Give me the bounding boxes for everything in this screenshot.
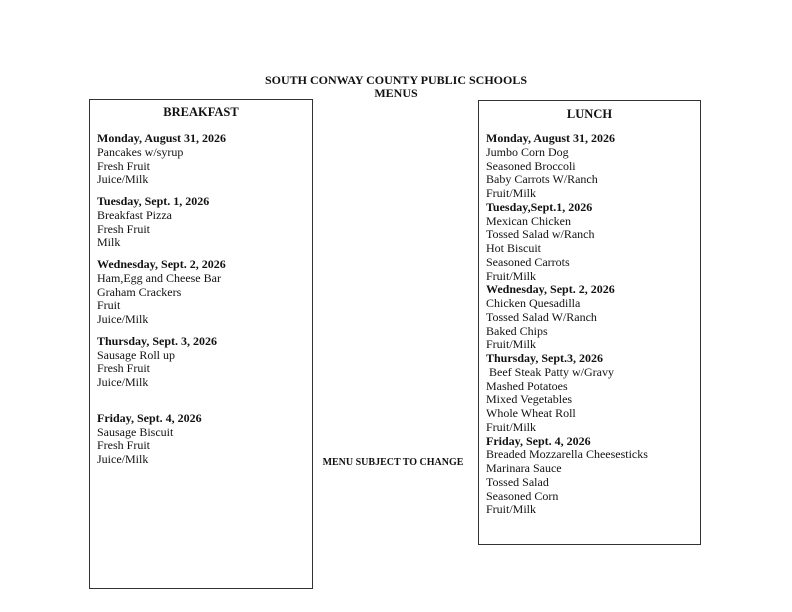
breakfast-heading: BREAKFAST — [163, 105, 239, 119]
menu-change-note: MENU SUBJECT TO CHANGE — [322, 457, 464, 468]
menu-item: Sausage Biscuit — [97, 424, 174, 439]
day-heading: Wednesday, Sept. 2, 2026 — [97, 257, 226, 271]
menu-item: Fruit/Milk — [486, 268, 537, 283]
lunch-day-friday — [486, 435, 700, 518]
day-heading: Friday, Sept. 4, 2026 — [97, 410, 202, 425]
menu-item: Seasoned Carrots — [486, 254, 570, 269]
menu-item: Fresh Fruit — [97, 361, 151, 376]
lunch-day-thursday — [486, 352, 700, 435]
menu-item: Juice/Milk — [97, 375, 149, 389]
menu-item: Sausage Roll up — [97, 347, 175, 362]
day-heading: Monday, August 31, 2026 — [486, 131, 616, 145]
menu-item: Baby Carrots W/Ranch — [486, 172, 598, 187]
menu-item: Juice/Milk — [97, 452, 149, 466]
page-subtitle: MENUS — [374, 86, 418, 100]
menu-item: Milk — [97, 235, 121, 250]
menu-item: Ham,Egg and Cheese Bar — [97, 270, 221, 285]
menu-item: Fruit/Milk — [486, 419, 537, 434]
menu-item: Juice/Milk — [97, 312, 149, 326]
menu-item: Fresh Fruit — [97, 158, 151, 173]
menu-item: Juice/Milk — [97, 172, 149, 187]
menu-item: Mexican Chicken — [486, 213, 571, 228]
menu-item: Jumbo Corn Dog — [486, 144, 569, 159]
breakfast-panel — [89, 99, 313, 589]
menu-item: Breaded Mozzarella Cheesesticks — [486, 447, 648, 462]
breakfast-day-wednesday — [97, 258, 312, 327]
lunch-heading: LUNCH — [566, 107, 613, 121]
day-heading: Tuesday, Sept. 1, 2026 — [97, 194, 210, 208]
menu-item: Fresh Fruit — [97, 221, 151, 236]
day-heading: Monday, August 31, 2026 — [97, 131, 227, 145]
menu-item: Fresh Fruit — [97, 438, 151, 453]
lunch-day-monday — [486, 132, 700, 201]
day-heading: Wednesday, Sept. 2, 2026 — [486, 282, 615, 297]
lunch-panel — [478, 100, 701, 545]
menu-item: Mixed Vegetables — [486, 392, 573, 407]
menu-item: Tossed Salad w/Ranch — [486, 227, 595, 242]
menu-item: Fruit/Milk — [486, 502, 537, 517]
menu-item: Tossed Salad — [486, 474, 549, 489]
lunch-list — [479, 132, 700, 517]
breakfast-day-friday — [97, 412, 312, 467]
menu-item: Graham Crackers — [97, 284, 182, 299]
menu-item: Tossed Salad W/Ranch — [486, 309, 597, 324]
breakfast-list — [90, 132, 312, 467]
menu-item: Whole Wheat Roll — [486, 406, 576, 420]
menu-item: Mashed Potatoes — [486, 378, 568, 393]
menu-item: Chicken Quesadilla — [486, 296, 581, 310]
page-title: SOUTH CONWAY COUNTY PUBLIC SCHOOLS — [264, 73, 528, 87]
menu-item: Fruit/Milk — [486, 186, 537, 200]
menu-item: Breakfast Pizza — [97, 207, 172, 222]
menu-item: Fruit — [97, 298, 121, 313]
menu-item: Beef Steak Patty w/Gravy — [486, 364, 614, 379]
day-heading: Friday, Sept. 4, 2026 — [486, 433, 591, 448]
menu-item: Seasoned Corn — [486, 488, 559, 503]
lunch-day-wednesday — [486, 283, 700, 352]
day-heading: Tuesday,Sept.1, 2026 — [486, 199, 593, 214]
breakfast-day-thursday — [97, 335, 312, 390]
menu-item: Fruit/Milk — [486, 337, 537, 352]
menu-item: Baked Chips — [486, 323, 548, 338]
menu-item: Pancakes w/syrup — [97, 144, 184, 159]
day-heading: Thursday, Sept.3, 2026 — [486, 351, 604, 365]
menu-item: Hot Biscuit — [486, 241, 542, 255]
breakfast-day-tuesday — [97, 195, 312, 250]
breakfast-day-monday — [97, 132, 312, 187]
menu-item: Seasoned Broccoli — [486, 158, 576, 173]
menu-item: Marinara Sauce — [486, 461, 562, 475]
lunch-day-tuesday — [486, 201, 700, 284]
day-heading: Thursday, Sept. 3, 2026 — [97, 333, 218, 348]
